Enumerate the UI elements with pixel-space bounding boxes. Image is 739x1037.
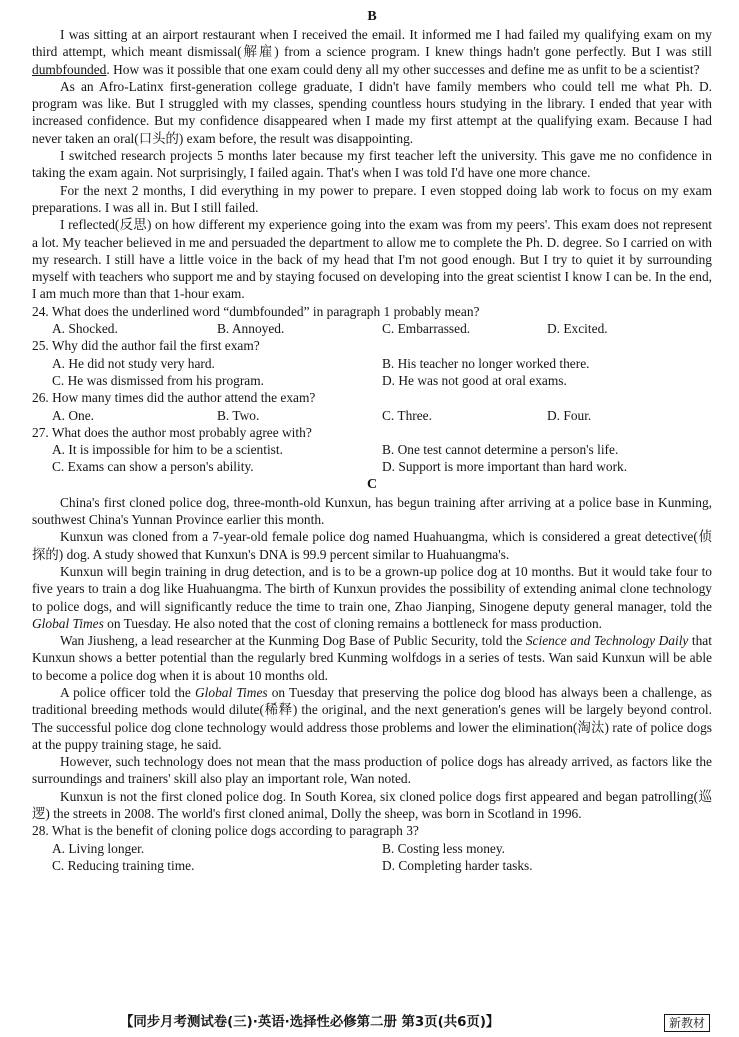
passage-b-paragraph-1 [32, 26, 712, 78]
question-stem: 25. Why did the author fail the first exam? [32, 338, 260, 354]
edition-badge: 新教材 [664, 1014, 710, 1032]
passage-b-paragraph-2: As an Afro-Latinx first-generation college graduate, I didn't have family members who could tell me what Ph. D. program was like. But I struggled with my classes, spending countless hours studying in the library. I ended that year with increased confidence. But my confidence disappeared when I made my first attempt at the qualifying exam. Because I had never taken an oral(口头的) exam before, the result was disappointing. [32, 78, 712, 146]
question-25 [32, 337, 712, 389]
text-run: that Kunxun shows a better potential than the regularly bred Kunming wolfdogs in a series of tests. Wan said Kunxun will be able to become a police dog when it is about 10 months old. [32, 633, 712, 683]
option-b: B. One test cannot determine a person's life. [382, 442, 619, 458]
option-c: C. Three. [382, 407, 432, 423]
question-stem: 27. What does the author most probably agree with? [32, 424, 312, 440]
question-28 [32, 822, 712, 874]
underlined-word: dumbfounded [32, 61, 107, 77]
text-run: I was sitting at an airport restaurant when I received the email. It informed me I had failed my qualifying exam on my third attempt, which meant dismissal(解雇) from a science program. I knew things hadn't gone perfectly. But I was still [32, 27, 712, 60]
answer-options [32, 355, 712, 390]
answer-options [32, 441, 712, 476]
text-run: A police officer told the [60, 684, 195, 700]
option-a: A. One. [52, 407, 95, 423]
newspaper-title: Global Times [32, 615, 104, 631]
question-26 [32, 389, 712, 424]
option-c: C. Embarrassed. [382, 321, 471, 337]
option-a: A. Living longer. [52, 840, 145, 856]
question-stem: 26. How many times did the author attend the exam? [32, 390, 316, 406]
passage-b-paragraph-5: I reflected(反思) on how different my experience going into the exam was from my peers'. This exam does not represent a lot. My teacher believed in me and persuaded the department to allow me to complete the Ph. D. degree. So I carried on with my research. I still have a little voice in the back of my head that I'm not good enough. But I try to quiet it by surrounding myself with teachers who support me and by staying focused on developing into the great scientist I know I can be. In the end, I am much more than that 1-hour exam. [32, 217, 712, 302]
option-c: C. He was dismissed from his program. [52, 372, 264, 388]
passage-b-paragraph-4: For the next 2 months, I did everything in my power to prepare. I even stopped doing lab work to focus on my exam preparations. I was all in. But I still failed. [32, 182, 712, 215]
newspaper-title: Global Times [195, 684, 268, 700]
text-run: Wan Jiusheng, a lead researcher at the Kunming Dog Base of Public Security, told the [60, 633, 526, 649]
text-run: . How was it possible that one exam could deny all my other successes and define me as unfit to be a scientist? [106, 61, 700, 77]
section-b-title: B [367, 9, 377, 24]
passage-c-paragraph-3 [32, 563, 712, 632]
question-stem: 24. What does the underlined word “dumbfounded” in paragraph 1 probably mean? [32, 303, 480, 319]
passage-c-paragraph-4 [32, 632, 712, 684]
section-c-title: C [366, 476, 378, 492]
exam-page [32, 8, 712, 874]
option-b: B. Annoyed. [217, 321, 285, 337]
passage-c-paragraph-6: However, such technology does not mean that the mass production of police dogs has already arrived, as factors like the surroundings and trainers' skill also play an important role, Wan noted. [32, 754, 712, 787]
answer-options [32, 320, 712, 337]
option-a: A. It is impossible for him to be a scientist. [52, 442, 283, 458]
option-a: A. He did not study very hard. [52, 355, 215, 371]
page-footer [0, 1013, 739, 1033]
option-a: A. Shocked. [52, 321, 118, 337]
footer-text: 【同步月考测试卷(三)·英语·选择性必修第二册 第3页(共6页)】 [120, 1015, 500, 1030]
option-b: B. Two. [217, 407, 260, 423]
option-d: D. Excited. [547, 321, 608, 337]
text-run: Kunxun will begin training in drug detection, and is to be a grown-up police dog at 10 months. But it would take four to five years to train a dog like Huahuangma. The birth of Kunxun provides the possibility of extending animal clone technology to police dogs, and will significantly reduce the time to train one, Zhao Jianping, Sinogene deputy general manager, told the [32, 563, 712, 614]
option-c: C. Reducing training time. [52, 857, 195, 873]
newspaper-title: Science and Technology Daily [525, 633, 689, 649]
option-d: D. Support is more important than hard work. [382, 459, 628, 475]
passage-c-paragraph-7: Kunxun is not the first cloned police dog. In South Korea, six cloned police dogs first appeared and began patrolling(巡逻) the streets in 2008. The world's first cloned animal, Dolly the sheep, was born in Scotland in 1996. [32, 788, 712, 822]
text-run: on Tuesday that preserving the police dog blood has always been a challenge, as traditional breeding methods would dilute(稀释) the original, and the next generation's genes will be largely beyond control. The successful police dog clone technology would address those problems and lower the elimination(淘汰) rate of police dogs at the puppy training stage, he said. [32, 684, 712, 752]
option-b: B. His teacher no longer worked there. [382, 355, 590, 371]
question-24 [32, 303, 712, 338]
option-b: B. Costing less money. [382, 840, 505, 856]
option-d: D. He was not good at oral exams. [382, 372, 567, 388]
passage-c-paragraph-5 [32, 684, 712, 753]
option-d: D. Completing harder tasks. [382, 857, 533, 873]
passage-b-paragraph-3: I switched research projects 5 months later because my first teacher left the university. This gave me no confidence in taking the exam again. Not surprisingly, I failed again. That's when I was told I'd have one more chance. [32, 148, 712, 181]
option-c: C. Exams can show a person's ability. [52, 459, 254, 475]
question-27 [32, 424, 712, 476]
option-d: D. Four. [547, 407, 592, 423]
text-run: on Tuesday. He also noted that the cost of cloning remains a bottleneck for mass production. [103, 615, 603, 631]
passage-c-paragraph-2: Kunxun was cloned from a 7-year-old female police dog named Huahuangma, which is considered a great detective(侦探的) dog. A study showed that Kunxun's DNA is 99.9 percent similar to Huahuangma's. [32, 529, 712, 562]
passage-c-paragraph-1: China's first cloned police dog, three-month-old Kunxun, has begun training after arriving at a police base in Kunming, southwest China's Yunnan Province earlier this month. [32, 494, 712, 528]
answer-options [32, 840, 712, 875]
answer-options [32, 407, 712, 424]
question-stem: 28. What is the benefit of cloning police dogs according to paragraph 3? [32, 823, 419, 839]
